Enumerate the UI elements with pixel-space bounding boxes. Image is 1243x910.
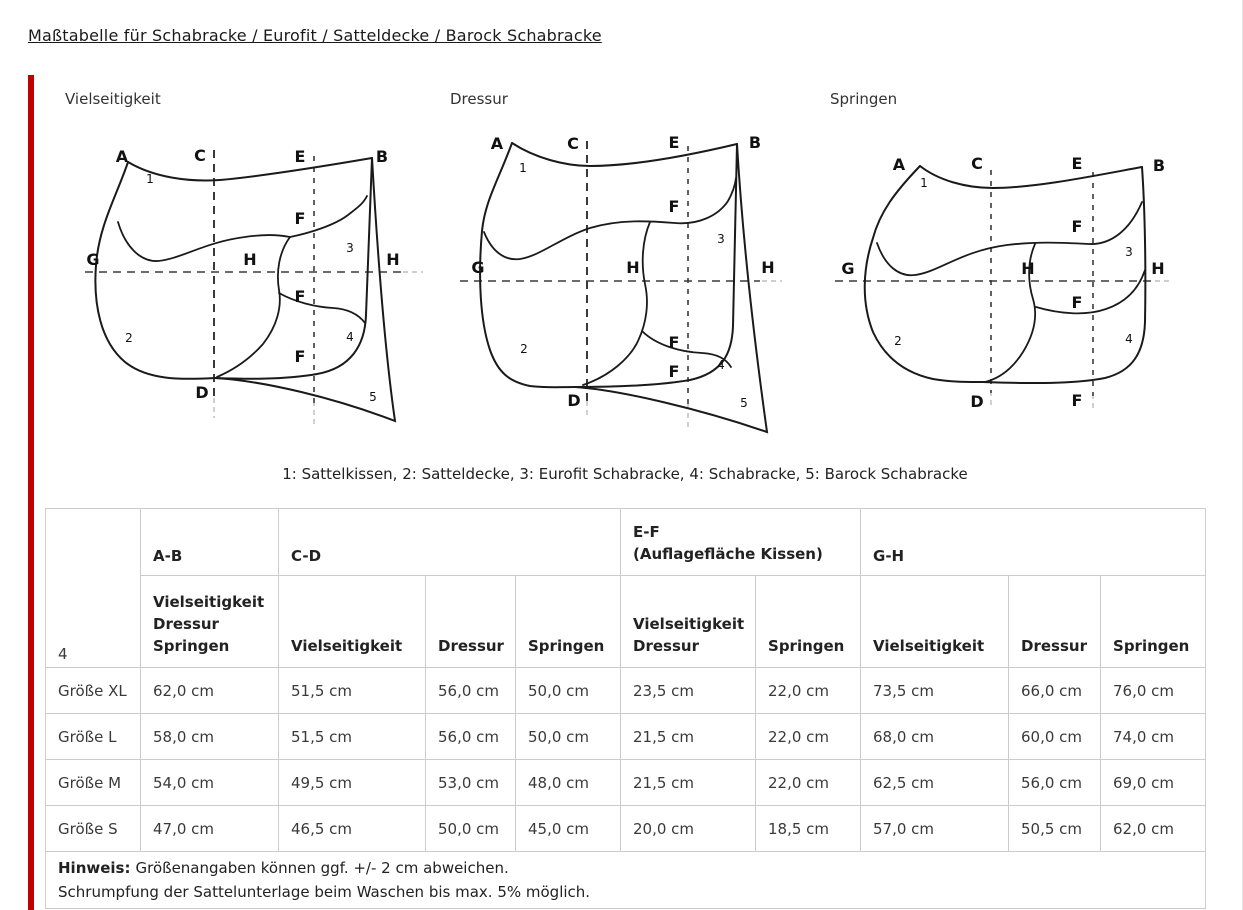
measurement-cell: 60,0 cm	[1009, 714, 1101, 760]
satteldecke-right-edge	[583, 222, 650, 385]
measurement-cell: 50,0 cm	[426, 806, 516, 852]
region-1: 1	[519, 161, 527, 175]
measurement-cell: 47,0 cm	[141, 806, 279, 852]
subheader-cd-vielseitigkeit	[279, 576, 426, 668]
region-3: 3	[717, 232, 725, 246]
label-d: D	[195, 383, 209, 402]
diagram-title-dressur: Dressur	[450, 90, 508, 108]
barock-outline	[575, 144, 767, 432]
measurement-cell: 56,0 cm	[426, 668, 516, 714]
region-1: 1	[146, 172, 154, 186]
region-4: 4	[717, 358, 725, 372]
subheader-line: Springen	[528, 637, 605, 655]
group-title: A-B	[153, 547, 183, 565]
measurement-cell: 18,5 cm	[756, 806, 861, 852]
measurement-cell: 22,0 cm	[756, 714, 861, 760]
measurement-cell: 56,0 cm	[426, 714, 516, 760]
measurement-cell: 23,5 cm	[621, 668, 756, 714]
label-e: E	[294, 147, 306, 166]
diagram-title-vielseitigkeit: Vielseitigkeit	[65, 90, 161, 108]
subheader-line: Springen	[153, 637, 230, 655]
label-f-upper: F	[294, 209, 306, 228]
measurement-cell: 62,5 cm	[861, 760, 1009, 806]
measurement-cell: 62,0 cm	[1101, 806, 1206, 852]
measurement-cell: 76,0 cm	[1101, 668, 1206, 714]
eurofit-schabracke-boundary	[279, 293, 365, 323]
measurement-cell: 73,5 cm	[861, 668, 1009, 714]
label-b: B	[1152, 156, 1166, 175]
subheader-gh-vielseitigkeit	[861, 576, 1009, 668]
table-row	[46, 714, 1206, 760]
label-d: D	[970, 392, 984, 411]
measurement-cell: 50,5 cm	[1009, 806, 1101, 852]
subheader-line: Springen	[1113, 637, 1190, 655]
group-header-gh	[861, 509, 1206, 576]
subheader-gh-springen	[1101, 576, 1206, 668]
diagram-legend: 1: Sattelkissen, 2: Satteldecke, 3: Eurofit Schabracke, 4: Schabracke, 5: Barock Schabracke	[282, 465, 968, 483]
pad-right-edge	[983, 167, 1145, 383]
region-3: 3	[346, 241, 354, 255]
page-title: Maßtabelle für Schabracke / Eurofit / Satteldecke / Barock Schabracke	[28, 26, 602, 45]
measurement-cell: 21,5 cm	[621, 714, 756, 760]
sattelkissen-boundary	[484, 178, 736, 259]
group-title: C-D	[291, 547, 322, 565]
group-title: E-F	[633, 523, 660, 541]
subheader-cd-springen	[516, 576, 621, 668]
region-2: 2	[894, 334, 902, 348]
measurement-cell: 51,5 cm	[279, 668, 426, 714]
measurement-cell: 49,5 cm	[279, 760, 426, 806]
measurement-cell: 51,5 cm	[279, 714, 426, 760]
measurement-cell: 48,0 cm	[516, 760, 621, 806]
measurement-cell: 57,0 cm	[861, 806, 1009, 852]
label-c: C	[194, 146, 206, 165]
label-c: C	[971, 154, 983, 173]
subheader-line: Dressur	[1021, 637, 1087, 655]
diagram-dressur	[460, 126, 785, 441]
group-subtitle: (Auflagefläche Kissen)	[633, 545, 823, 563]
note-line1: Größenangaben können ggf. +/- 2 cm abweichen.	[135, 859, 509, 877]
note-line2: Schrumpfung der Sattelunterlage beim Waschen bis max. 5% möglich.	[58, 883, 591, 901]
label-h-right: H	[761, 258, 775, 277]
label-f-lower: F	[1071, 391, 1083, 410]
label-b: B	[748, 133, 762, 152]
label-b: B	[375, 147, 389, 166]
region-4: 4	[1125, 332, 1133, 346]
label-a: A	[115, 147, 129, 166]
measurement-cell: 58,0 cm	[141, 714, 279, 760]
size-label: Größe M	[46, 760, 141, 806]
subheader-line: Springen	[768, 637, 845, 655]
label-f-upper: F	[1071, 217, 1083, 236]
subheader-ab-all	[141, 576, 279, 668]
label-e: E	[668, 133, 680, 152]
measurement-cell: 21,5 cm	[621, 760, 756, 806]
label-h-mid: H	[1021, 259, 1035, 278]
label-f-middle: F	[1071, 293, 1083, 312]
label-f-upper: F	[668, 197, 680, 216]
measurement-cell: 45,0 cm	[516, 806, 621, 852]
eurofit-schabracke-boundary	[1036, 270, 1145, 313]
size-label: Größe S	[46, 806, 141, 852]
schabracke-outline	[215, 158, 372, 379]
pad-left-edge	[865, 166, 983, 382]
region-5: 5	[369, 390, 377, 404]
measurement-cell: 62,0 cm	[141, 668, 279, 714]
measurement-cell: 74,0 cm	[1101, 714, 1206, 760]
diagram-title-springen: Springen	[830, 90, 898, 108]
label-f-lower: F	[668, 362, 680, 381]
measurement-cell: 50,0 cm	[516, 714, 621, 760]
label-h-mid: H	[626, 258, 640, 277]
label-c: C	[567, 134, 579, 153]
schabracke-outline	[575, 144, 737, 387]
label-h-mid: H	[243, 250, 257, 269]
group-header-cd	[279, 509, 621, 576]
subheader-cd-dressur	[426, 576, 516, 668]
label-g: G	[841, 259, 855, 278]
region-4: 4	[346, 330, 354, 344]
subheader-line: Dressur	[633, 637, 699, 655]
subheader-ef-springen	[756, 576, 861, 668]
sattelkissen-boundary	[877, 202, 1142, 275]
diagram-vielseitigkeit	[85, 130, 435, 430]
subheader-ef-vielseitigkeit-dressur	[621, 576, 756, 668]
label-f-middle: F	[668, 333, 680, 352]
note-label: Hinweis:	[58, 859, 131, 877]
label-e: E	[1071, 154, 1083, 173]
measurement-cell: 54,0 cm	[141, 760, 279, 806]
note-row	[46, 852, 1206, 909]
measurement-cell: 66,0 cm	[1009, 668, 1101, 714]
subheader-gh-dressur	[1009, 576, 1101, 668]
measurement-cell: 22,0 cm	[756, 760, 861, 806]
pad-top-edge	[512, 143, 737, 166]
measurement-cell: 20,0 cm	[621, 806, 756, 852]
pad-left-edge	[95, 162, 215, 379]
region-2: 2	[520, 342, 528, 356]
measurement-cell: 46,5 cm	[279, 806, 426, 852]
subheader-line: Vielseitigkeit	[153, 593, 265, 611]
label-h-right: H	[386, 250, 400, 269]
measurement-cell: 22,0 cm	[756, 668, 861, 714]
group-header-ab	[141, 509, 279, 576]
group-header-ef	[621, 509, 861, 576]
table-row	[46, 806, 1206, 852]
label-g: G	[471, 258, 485, 277]
measurement-table	[45, 508, 1206, 909]
table-row	[46, 760, 1206, 806]
label-h-right: H	[1151, 259, 1165, 278]
label-d: D	[567, 391, 581, 410]
label-f-middle: F	[294, 287, 306, 306]
label-a: A	[892, 155, 906, 174]
pad-top-edge	[920, 166, 1142, 188]
measurement-cell: 50,0 cm	[516, 668, 621, 714]
measurement-cell: 69,0 cm	[1101, 760, 1206, 806]
corner-cell: 4	[46, 509, 141, 668]
group-title: G-H	[873, 547, 905, 565]
subheader-line: Dressur	[438, 637, 504, 655]
subheader-line: Vielseitigkeit	[291, 637, 403, 655]
subheader-line: Vielseitigkeit	[873, 637, 985, 655]
label-g: G	[86, 250, 100, 269]
measurement-cell: 68,0 cm	[861, 714, 1009, 760]
pad-top-edge	[128, 158, 372, 180]
diagram-springen	[835, 150, 1175, 415]
region-2: 2	[125, 331, 133, 345]
size-label: Größe L	[46, 714, 141, 760]
subheader-line: Vielseitigkeit	[633, 615, 745, 633]
region-1: 1	[920, 176, 928, 190]
table-row	[46, 668, 1206, 714]
region-5: 5	[740, 396, 748, 410]
measurement-cell: 56,0 cm	[1009, 760, 1101, 806]
size-label: Größe XL	[46, 668, 141, 714]
note-cell	[46, 852, 1206, 909]
label-f-lower: F	[294, 347, 306, 366]
subheader-line: Dressur	[153, 615, 219, 633]
measurement-cell: 53,0 cm	[426, 760, 516, 806]
label-a: A	[490, 134, 504, 153]
region-3: 3	[1125, 245, 1133, 259]
red-accent-bar	[28, 75, 34, 910]
